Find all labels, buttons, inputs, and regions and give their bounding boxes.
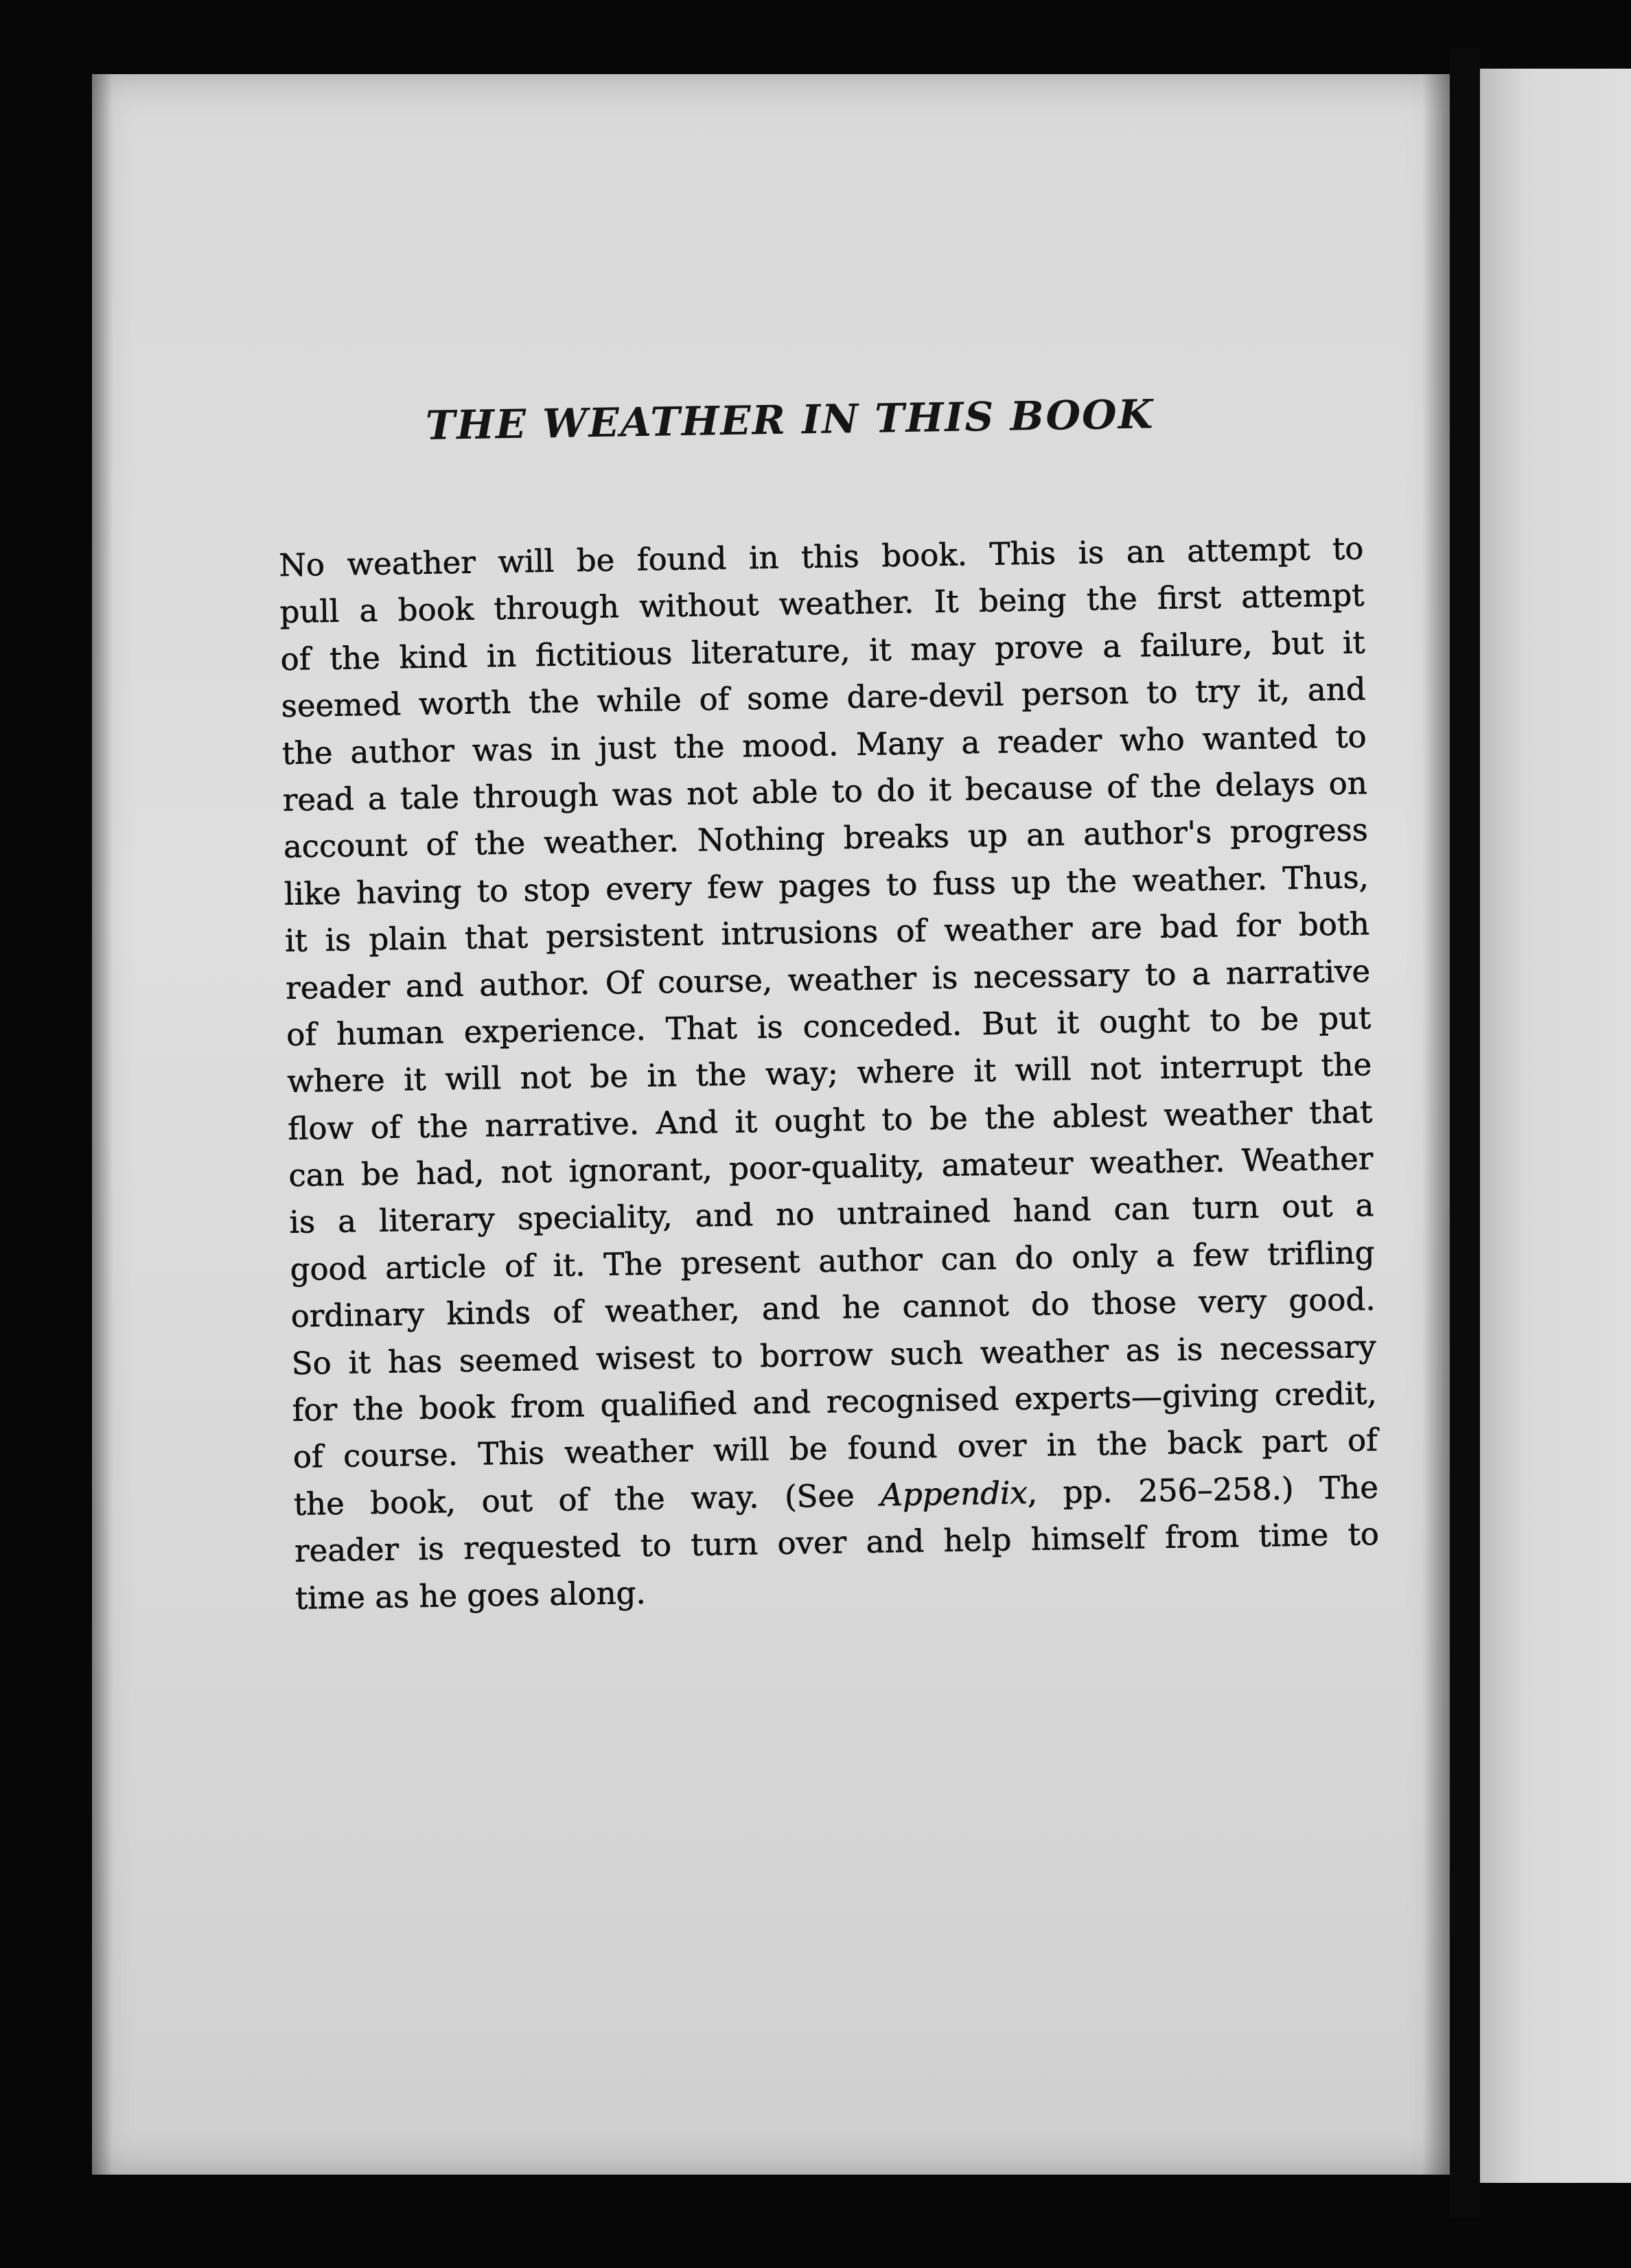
text-line: No weather will be found in this book. This is an attempt to (279, 530, 1364, 583)
text-line: is a literary speciality, and no untrained hand can turn out a (289, 1187, 1374, 1241)
text-line: reader is requested to turn over and help himself from time to (294, 1516, 1380, 1570)
text-line: for the book from qualified and recognised experts—giving credit, (292, 1375, 1378, 1428)
text-line: pull a book through without weather. It being the first attempt (279, 577, 1365, 631)
text-line: time as he goes along. (294, 1574, 647, 1617)
text-line: account of the weather. Nothing breaks up an author's progress (283, 811, 1369, 866)
text-line: the author was in just the mood. Many a reader who wanted to (281, 717, 1367, 772)
text-line: So it has seemed wisest to borrow such weather as is necessary (291, 1328, 1377, 1382)
text-line: reader and author. Of course, weather is necessary to a narrative (285, 952, 1371, 1006)
right-page (1480, 69, 1631, 2183)
line-end-text: , pp. 256–258.) The (1027, 1468, 1379, 1511)
text-line: it is plain that persistent intrusions of weather are bad for both (284, 905, 1370, 960)
text-line: ordinary kinds of weather, and he cannot do those very good. (290, 1281, 1376, 1335)
body-paragraph (279, 525, 1380, 1622)
text-line: flow of the narrative. And it ought to be the ablest weather that (288, 1093, 1373, 1147)
text-line: like having to stop every few pages to fuss up the weather. Thus, (284, 858, 1369, 912)
line-start-text: the book, out of the way. (See (293, 1477, 881, 1523)
text-line: good article of it. The present author can do only a few trifling (290, 1234, 1375, 1288)
page-heading: THE WEATHER IN THIS BOOK (425, 391, 1155, 449)
text-line: seemed worth the while of some dare-devil person to try it, and (281, 671, 1366, 725)
appendix-reference: Appendix (880, 1474, 1028, 1514)
text-line: where it will not be in the way; where it will not interrupt the (286, 1046, 1372, 1100)
text-line: of the kind in fictitious literature, it may prove a failure, but it (280, 623, 1365, 678)
text-line: of human experience. That is conceded. But it ought to be put (286, 999, 1372, 1053)
book-gutter (1450, 48, 1480, 2217)
text-line: read a tale through was not able to do it because of the delays on (282, 765, 1368, 818)
text-line: of course. This weather will be found over in the back part of (292, 1422, 1378, 1476)
text-line: can be had, not ignorant, poor-quality, amateur weather. Weather (288, 1140, 1374, 1194)
